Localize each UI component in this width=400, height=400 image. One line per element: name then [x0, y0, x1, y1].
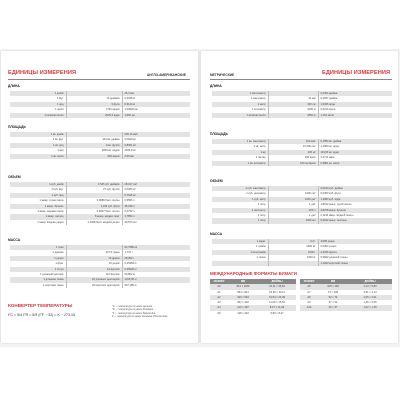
- table-cell: 0,0353 куб. фута: [318, 191, 392, 196]
- table-cell: 1,1023 короткой тонны: [318, 261, 392, 266]
- table-cell: 1 куб. метр: [212, 197, 268, 202]
- table-cell: 0,9842 длинной тонны: [318, 255, 392, 260]
- table-cell: 2,1134 амер. жидкой пинты: [318, 213, 392, 218]
- table-cell: 0,3861 кв. мили: [318, 161, 392, 166]
- table-cell: 1 миллиметр: [212, 91, 268, 96]
- table-cell: 1 куб. дециметр: [212, 191, 268, 196]
- table-cell: A9: [300, 300, 318, 305]
- table-cell: 3 фута: [66, 102, 122, 107]
- table-cell: 1 километр: [212, 107, 268, 112]
- temperature-notes: [112, 306, 167, 319]
- table-cell: 0,9689 брит. пинты: [66, 198, 122, 203]
- right-section-area: ПЛОЩАДЬ: [210, 132, 228, 136]
- table-cell: 297 × 420: [228, 300, 258, 305]
- table-cell: 100 см: [268, 102, 318, 107]
- table-row: [10, 283, 190, 288]
- table-cell: 28,317 см³: [122, 182, 190, 187]
- table-cell: 1 длинная тонна: [10, 277, 66, 282]
- temperature-formula: t°C = 5/4 t°R = 5/9 (t°F − 32) = K − 273,15: [8, 313, 75, 317]
- table-cell: A1: [210, 290, 228, 295]
- table-cell: 10 000 см²: [268, 144, 318, 149]
- table-cell: 1 фут: [10, 96, 66, 101]
- table-cell: 1,244 куб. фута: [66, 204, 122, 209]
- left-table-volume: [10, 182, 190, 225]
- column-header: РАЗМЕР: [300, 279, 318, 284]
- table-cell: 16,54 × 23,39: [258, 295, 296, 300]
- table-row: [10, 220, 190, 225]
- right-header-label: МЕТРИЧЕСКИЕ: [210, 73, 235, 77]
- table-cell: 1 амер. сухая пинта: [10, 198, 66, 203]
- table-cell: 1 карат: [212, 239, 268, 244]
- table-cell: 8 амер. жидких пинт: [66, 214, 122, 219]
- table-cell: 50,802 кг: [122, 272, 190, 277]
- table-cell: 74 × 105: [318, 290, 348, 295]
- table-cell: 1 кв. метр: [212, 144, 268, 149]
- table-cell: 1 амер. галлон: [10, 214, 66, 219]
- table-cell: 4,13 × 5,83: [348, 284, 392, 289]
- right-table-area: [212, 139, 392, 166]
- table-cell: 420 × 594: [228, 295, 258, 300]
- table-cell: 1 ар: [212, 150, 268, 155]
- left-section-volume: ОБЪЕМ: [8, 175, 21, 179]
- table-cell: 27 куб. футов: [66, 187, 122, 192]
- table-cell: 6,35029 кг: [122, 267, 190, 272]
- table-row: [212, 113, 392, 118]
- table-cell: 0,4732 л: [122, 209, 190, 214]
- table-cell: [212, 261, 268, 266]
- column-header: ММ: [228, 279, 258, 284]
- table-cell: 1 метр: [212, 102, 268, 107]
- table-cell: 1 кв. миля: [10, 154, 66, 159]
- page-gutter: [198, 51, 201, 343]
- table-cell: 1000 мг: [268, 244, 318, 249]
- table-cell: 1 литр: [212, 213, 268, 218]
- table-cell: 1 кв. фут: [10, 137, 66, 142]
- table-cell: [300, 311, 318, 316]
- table-cell: 105 × 148: [318, 284, 348, 289]
- table-cell: A6: [300, 284, 318, 289]
- column-header: ДЮЙМЫ: [258, 279, 296, 284]
- table-cell: 3,7854 л: [122, 214, 190, 219]
- temperature-converter-title: КОНВЕРТЕР ТЕМПЕРАТУРЫ: [8, 303, 73, 308]
- table-cell: 100 аров: [268, 155, 318, 160]
- table-row: [212, 161, 392, 166]
- table-cell: 1,02 × 1,46: [348, 305, 392, 310]
- table-cell: 1 морская миля: [212, 113, 268, 118]
- table-cell: A10: [300, 305, 318, 310]
- table-cell: 645,16 мм²: [122, 132, 190, 137]
- table-cell: 1 амер. бушель: [10, 204, 66, 209]
- right-table-mass: [212, 239, 392, 266]
- table-cell: 907,185 кг: [122, 283, 190, 288]
- table-cell: 16 унций: [66, 261, 122, 266]
- table-cell: 1 драхма: [10, 250, 66, 255]
- table-cell: 64,7989 мг: [122, 245, 190, 250]
- table-cell: 1852 м: [268, 113, 318, 118]
- table-cell: 5,83 × 8,27: [258, 311, 296, 316]
- table-row: [212, 261, 392, 266]
- table-cell: 0,0610 куб. дюйма: [318, 186, 392, 191]
- table-cell: 0,0394 дюйма: [318, 91, 392, 96]
- table-cell: 1 короткая тонна: [10, 283, 66, 288]
- table-cell: 1 дм³: [268, 213, 318, 218]
- table-cell: 1 гектолитр: [212, 208, 268, 213]
- table-cell: 1 стоун: [10, 267, 66, 272]
- table-cell: 37 × 52: [318, 300, 348, 305]
- left-header-label: АНГЛО-АМЕРИКАНСКИЕ: [147, 73, 186, 77]
- table-cell: 0,0929 м²: [122, 137, 190, 142]
- table-cell: 1 кв. километр: [212, 161, 268, 166]
- table-cell: 640 акров: [66, 154, 122, 159]
- left-section-length: ДЛИНА: [8, 84, 20, 88]
- table-cell: [268, 261, 318, 266]
- table-cell: 25,4 мм: [122, 91, 190, 96]
- table-cell: 16 драхм: [66, 256, 122, 261]
- table-cell: 1 гран: [10, 245, 66, 250]
- table-row: [10, 113, 190, 118]
- table-cell: A5: [210, 311, 228, 316]
- paper-formats-table: [210, 279, 392, 316]
- left-section-mass: МАССА: [8, 238, 21, 242]
- left-table-area: [10, 132, 190, 159]
- table-cell: A4: [210, 305, 228, 310]
- right-page-title: ЕДИНИЦЫ ИЗМЕРЕНИЯ: [322, 70, 391, 76]
- table-cell: 10 мм: [268, 96, 318, 101]
- table-cell: 0,6214 мили: [318, 107, 392, 112]
- table-cell: A2: [210, 295, 228, 300]
- table-cell: 1,151 мили: [318, 113, 392, 118]
- table-cell: 100 м²: [268, 150, 318, 155]
- temperature-note: °С — температура по шкале Цельсия: [112, 306, 153, 308]
- table-cell: 52 × 74: [318, 295, 348, 300]
- table-cell: 0,2 г: [268, 239, 318, 244]
- table-cell: 841 × 1189: [228, 284, 258, 289]
- table-cell: 1 дюйм: [10, 91, 66, 96]
- table-cell: 1 амер. жидкая пинта: [10, 209, 66, 214]
- left-table-mass: [10, 245, 190, 288]
- right-table-volume: [212, 186, 392, 224]
- table-cell: 1,0408 брит. жидкой унции: [66, 220, 122, 225]
- table-cell: 8,27 × 11,69: [258, 305, 296, 310]
- table-cell: 0,2642 амер. галлона: [318, 218, 392, 223]
- table-cell: 2,8378 амер. бушеля: [318, 208, 392, 213]
- table-cell: 1,852 км: [122, 113, 190, 118]
- table-cell: 2,2046 фунта: [318, 250, 392, 255]
- table-cell: 0,9144 м: [122, 102, 190, 107]
- table-cell: 1 куб. сантиметр: [212, 186, 268, 191]
- table-cell: 0,8327 брит. пинты: [66, 209, 122, 214]
- table-cell: 1 сантиметр: [212, 96, 268, 101]
- table-cell: 2,05 × 2,91: [348, 295, 392, 300]
- table-cell: 26 × 37: [318, 305, 348, 310]
- table-cell: 29,574 мл: [122, 220, 190, 225]
- table-cell: 1 кв. ярд: [10, 143, 66, 148]
- table-cell: 1 ярд: [10, 102, 66, 107]
- left-section-area: ПЛОЩАДЬ: [8, 125, 26, 129]
- table-cell: 1,46 × 2,05: [348, 300, 392, 305]
- table-cell: 1 куб. фут: [10, 187, 66, 192]
- table-cell: 1 фунт: [10, 261, 66, 266]
- table-cell: 12 дюймов: [66, 96, 122, 101]
- column-header: РАЗМЕР: [210, 279, 228, 284]
- table-cell: A3: [210, 300, 228, 305]
- table-cell: 100 гектаров: [268, 161, 318, 166]
- table-cell: 119,60 кв. ярда: [318, 150, 392, 155]
- table-cell: 3,086 грана: [318, 239, 392, 244]
- table-cell: 1000 дм³: [268, 197, 318, 202]
- table-cell: 437,5 грана: [66, 250, 122, 255]
- table-cell: 35,239 л: [122, 204, 190, 209]
- table-cell: [348, 311, 392, 316]
- table-cell: 23,39 × 33,11: [258, 290, 296, 295]
- table-cell: 0,1550 кв. дюйма: [318, 139, 392, 144]
- table-cell: 1728 куб. дюймов: [66, 182, 122, 187]
- table-cell: 1000 г: [268, 250, 318, 255]
- right-title-rule: [210, 79, 392, 80]
- temperature-note: °F — температура по шкале Фаренгейта: [112, 312, 156, 315]
- table-cell: 1 куб. ярд: [10, 193, 66, 198]
- table-cell: 1000 см³: [268, 191, 318, 196]
- table-cell: 2,4711 акра: [318, 155, 392, 160]
- table-cell: 1016,05 кг: [122, 277, 190, 282]
- table-cell: 0,5506 л: [122, 198, 190, 203]
- table-cell: 1 дм³: [268, 202, 318, 207]
- table-row: [10, 154, 190, 159]
- table-cell: 1,60934 км: [122, 107, 190, 112]
- table-cell: 1 кв. дюйм: [10, 132, 66, 137]
- table-cell: 144 кв. дюйма: [66, 137, 122, 142]
- table-cell: 4046,9 м²: [122, 148, 190, 153]
- table-cell: 210 × 297: [228, 305, 258, 310]
- table-cell: 1,0936 ярда: [318, 102, 392, 107]
- column-header: ДЮЙМЫ: [348, 279, 392, 284]
- table-cell: 100 мм²: [268, 139, 318, 144]
- table-cell: 20 коротких центнеров: [66, 283, 122, 288]
- left-page-title: ЕДИНИЦЫ ИЗМЕРЕНИЯ: [8, 70, 77, 76]
- table-cell: 100 л: [268, 208, 318, 213]
- table-row: [210, 311, 392, 316]
- table-cell: 112 фунтов: [66, 272, 122, 277]
- table-cell: A8: [300, 295, 318, 300]
- table-cell: 1 кв. сантиметр: [212, 139, 268, 144]
- table-cell: 1 литр: [212, 218, 268, 223]
- table-cell: 1 унция: [10, 256, 66, 261]
- table-cell: 28,350 г: [122, 256, 190, 261]
- right-section-volume: ОБЪЕМ: [210, 179, 223, 183]
- temperature-note: °R — температура по шкале Реомюра: [112, 309, 153, 312]
- table-cell: 1 грамм: [212, 244, 268, 249]
- table-cell: 1000 мл: [268, 218, 318, 223]
- table-cell: 1 акр: [10, 148, 66, 153]
- table-cell: 1000 кг: [268, 255, 318, 260]
- table-cell: 9 кв. футов: [66, 143, 122, 148]
- table-cell: 4840 кв. ярдов: [66, 148, 122, 153]
- paper-formats-title: МЕЖДУНАРОДНЫЕ ФОРМАТЫ БУМАГИ: [210, 271, 297, 276]
- table-cell: 1 тонна: [212, 255, 268, 260]
- table-cell: 33,11 × 46,81: [258, 284, 296, 289]
- left-table-length: [10, 91, 190, 118]
- table-cell: 0,8361 м²: [122, 143, 190, 148]
- table-cell: 1,8162 амер. сухой пинты: [318, 202, 392, 207]
- table-cell: A0: [210, 284, 228, 289]
- table-cell: 0,7646 м³: [122, 193, 190, 198]
- table-cell: 1,772 г: [122, 250, 190, 255]
- table-cell: 2025,4 ярда: [66, 113, 122, 118]
- table-cell: 1760 ярдов: [66, 107, 122, 112]
- table-cell: 2,91 × 4,13: [348, 290, 392, 295]
- left-title-rule: [8, 79, 190, 80]
- table-cell: 1,3080 куб. ярда: [318, 197, 392, 202]
- column-header: ММ: [318, 279, 348, 284]
- table-cell: 1,1960 кв. ярда: [318, 144, 392, 149]
- right-section-length: ДЛИНА: [210, 84, 222, 88]
- table-cell: 1 куб. дюйм: [10, 182, 66, 187]
- table-cell: 1 килограмм: [212, 250, 268, 255]
- right-section-mass: МАССА: [210, 232, 223, 236]
- right-table-length: [212, 91, 392, 118]
- table-cell: 1 морская миля: [10, 113, 66, 118]
- table-cell: 0,45359 кг: [122, 261, 190, 266]
- table-cell: 0,3048 м: [122, 96, 190, 101]
- table-cell: 11,69 × 16,54: [258, 300, 296, 305]
- table-cell: 0,0353 унции: [318, 244, 392, 249]
- table-cell: 1000 м: [268, 107, 318, 112]
- table-cell: 1 литр: [212, 202, 268, 207]
- table-cell: 148 × 210: [228, 311, 258, 316]
- table-cell: [318, 311, 348, 316]
- table-cell: 14 фунтов: [66, 267, 122, 272]
- table-cell: 1 длинный центнер: [10, 272, 66, 277]
- table-cell: A7: [300, 290, 318, 295]
- table-cell: 594 × 841: [228, 290, 258, 295]
- table-cell: 1 миля: [10, 107, 66, 112]
- table-cell: 0,0283 м³: [122, 187, 190, 192]
- table-cell: 1 амер. жидкая унция: [10, 220, 66, 225]
- table-cell: 20 длинных центнеров: [66, 277, 122, 282]
- table-row: [212, 218, 392, 223]
- temperature-note: K — температура по шкале Кельвина (Абсолютная): [112, 315, 168, 318]
- table-cell: 1 гектар: [212, 155, 268, 160]
- table-cell: 0,3937 дюйма: [318, 96, 392, 101]
- table-cell: 2,59 км²: [122, 154, 190, 159]
